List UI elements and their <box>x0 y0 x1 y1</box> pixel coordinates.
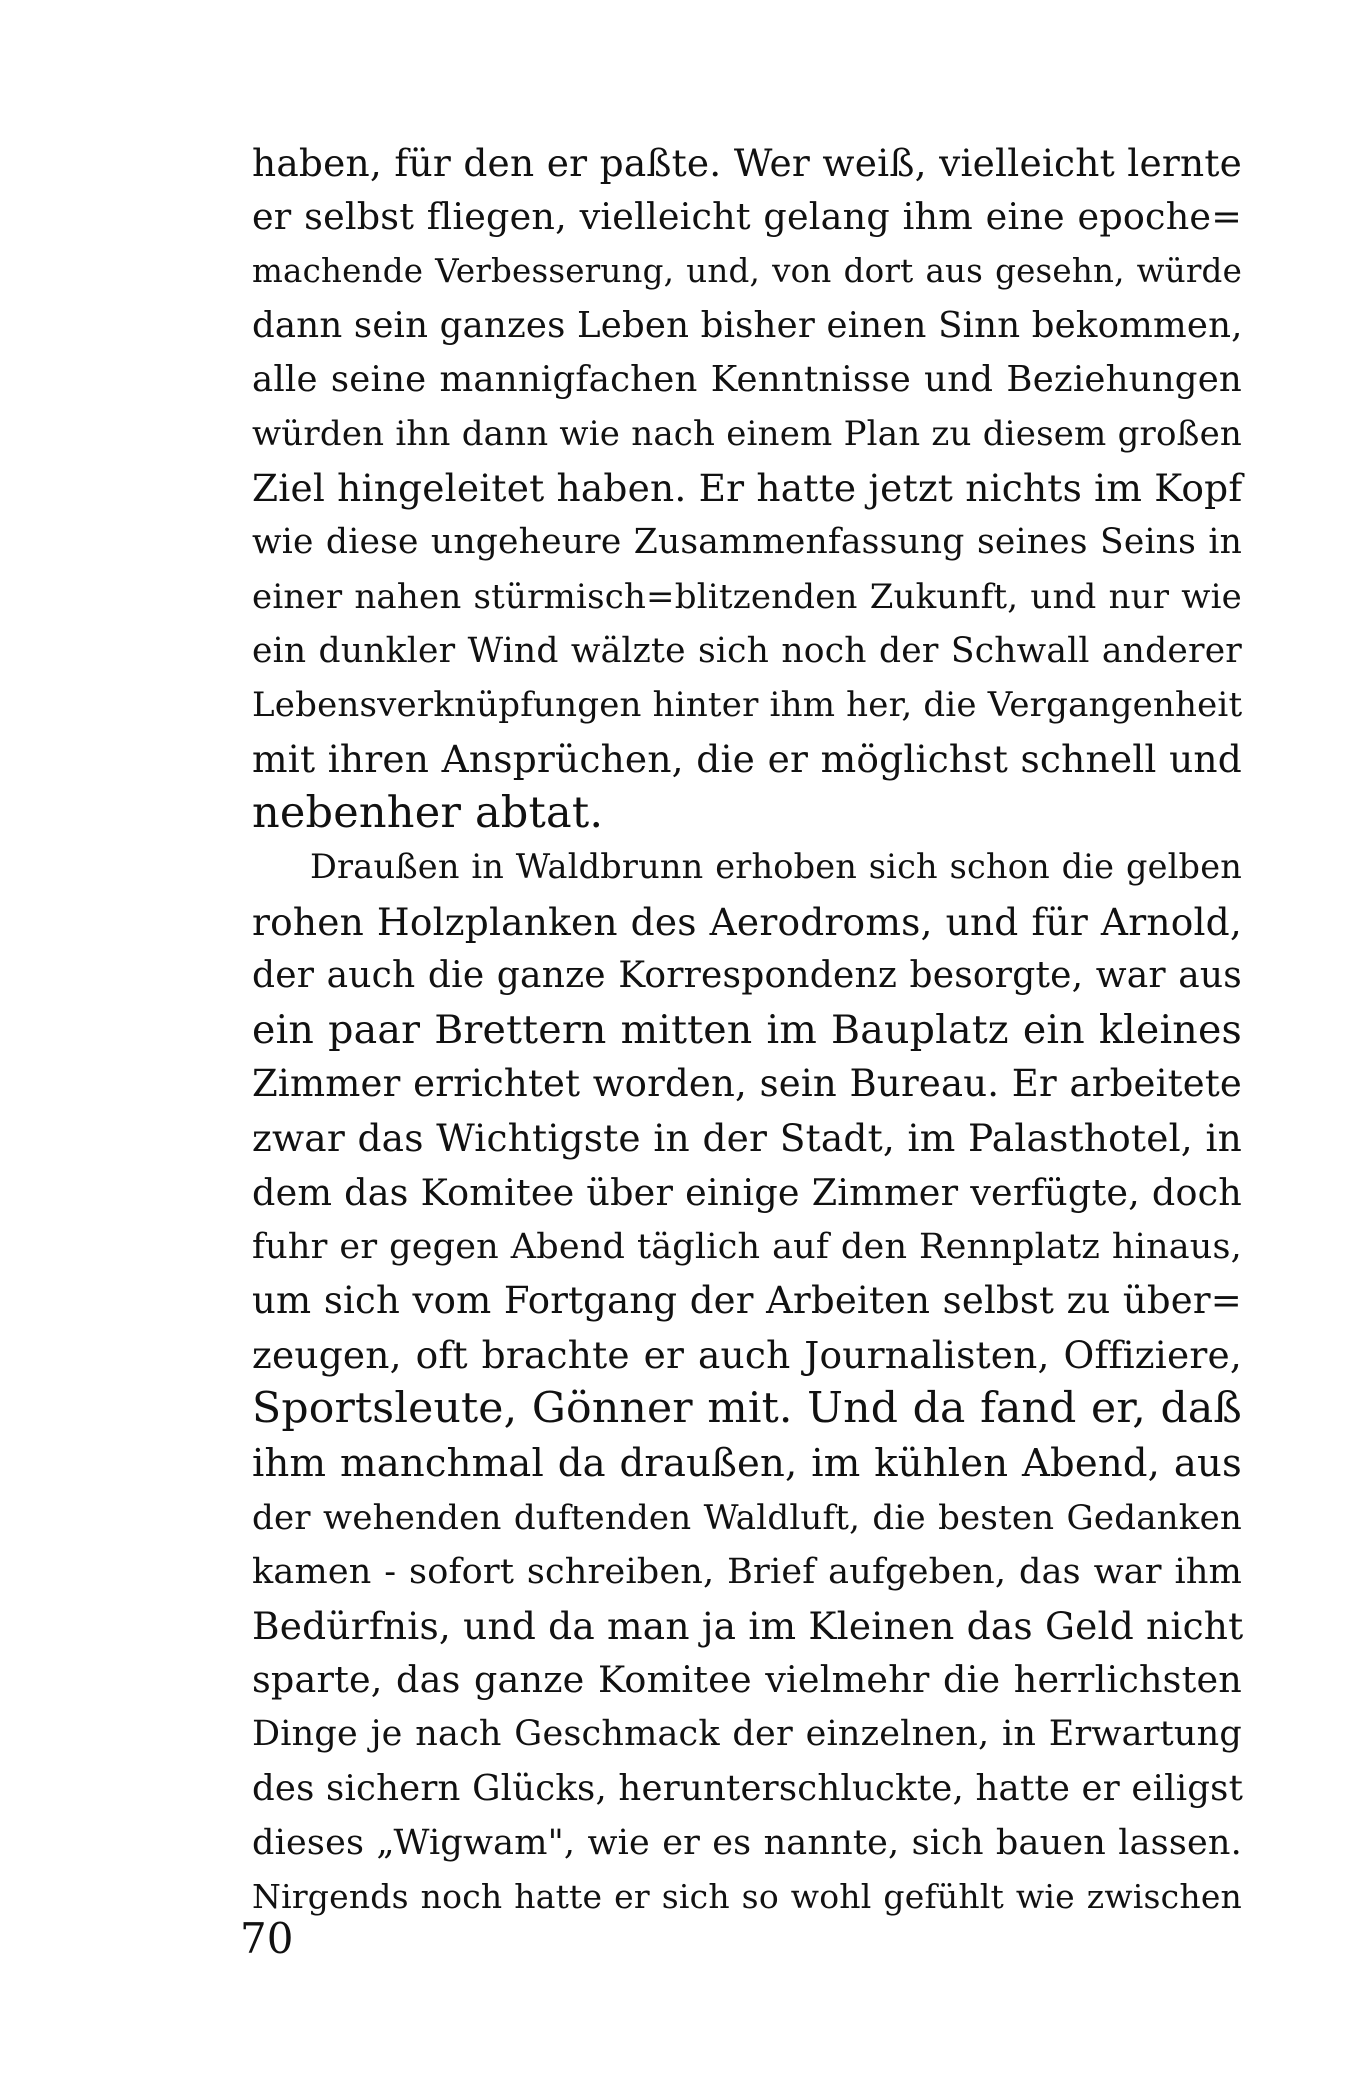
text-line: Nirgends noch hatte er sich so wohl gefühlt wie zwischen <box>252 1877 1242 1916</box>
text-line: der wehenden duftenden Waldluft, die besten Gedanken <box>252 1497 1242 1538</box>
text-line: haben, für den er paßte. Wer weiß, vielleicht lernte <box>252 141 1242 185</box>
text-line: mit ihren Ansprüchen, die er möglichst schnell und <box>252 737 1242 782</box>
text-line: kamen - sofort schreiben, Brief aufgeben, das war ihm <box>252 1551 1242 1592</box>
text-line: Dinge je nach Geschmack der einzelnen, in Erwartung <box>252 1714 1242 1755</box>
text-line: der auch die ganze Korrespondenz besorgte, war aus <box>252 954 1242 996</box>
text-line: dann sein ganzes Leben bisher einen Sinn bekommen, <box>252 304 1243 346</box>
body-text <box>252 136 1242 1924</box>
text-line: nebenher abtat. <box>252 788 604 839</box>
page-number: 70 <box>240 1914 294 1963</box>
text-line: wie diese ungeheure Zusammenfassung seines Seins in <box>252 522 1242 563</box>
text-line: zwar das Wichtigste in der Stadt, im Palasthotel, in <box>252 1116 1242 1161</box>
text-line: des sichern Glücks, herunterschluckte, hatte er eiligst <box>252 1767 1244 1809</box>
text-line: rohen Holzplanken des Aerodroms, und für Arnold, <box>252 899 1242 944</box>
text-line: Zimmer errichtet worden, sein Bureau. Er arbeitete <box>252 1062 1242 1106</box>
text-line: sparte, das ganze Komitee vielmehr die herrlichsten <box>252 1658 1242 1702</box>
text-line: fuhr er gegen Abend täglich auf den Rennplatz hinaus, <box>252 1226 1242 1267</box>
text-line: einer nahen stürmisch=blitzenden Zukunft, und nur wie <box>252 576 1242 617</box>
text-line: dem das Komitee über einige Zimmer verfügte, doch <box>252 1170 1242 1214</box>
text-line: er selbst fliegen, vielleicht gelang ihm eine epoche= <box>252 195 1242 239</box>
text-line: Ziel hingeleitet haben. Er hatte jetzt nichts im Kopf <box>252 466 1243 511</box>
paragraph-1 <box>252 136 1242 840</box>
text-line: Sportsleute, Gönner mit. Und da fand er, daß <box>252 1384 1242 1434</box>
text-line: würden ihn dann wie nach einem Plan zu diesem großen <box>252 413 1242 454</box>
text-line: ein dunkler Wind wälzte sich noch der Schwall anderer <box>252 630 1242 671</box>
paragraph-2 <box>252 840 1242 1924</box>
text-line: ein paar Brettern mitten im Bauplatz ein kleines <box>252 1007 1242 1053</box>
text-line: Bedürfnis, und da man ja im Kleinen das Geld nicht <box>252 1604 1244 1649</box>
text-line: Draußen in Waldbrunn erhoben sich schon die gelben <box>310 847 1242 887</box>
text-line: ihm manchmal da draußen, im kühlen Abend, aus <box>252 1440 1242 1486</box>
text-line: Lebensverknüpfungen hinter ihm her, die Vergangenheit <box>252 684 1243 725</box>
text-line: dieses „Wigwam", wie er es nannte, sich bauen lassen. <box>252 1822 1242 1863</box>
text-line: um sich vom Fortgang der Arbeiten selbst zu über= <box>252 1278 1242 1322</box>
text-line: machende Verbesserung, und, von dort aus gesehn, würde <box>252 252 1242 291</box>
text-line: zeugen, oft brachte er auch Journalisten, Offiziere, <box>252 1333 1242 1378</box>
text-line: alle seine mannigfachen Kenntnisse und Beziehungen <box>252 358 1242 400</box>
